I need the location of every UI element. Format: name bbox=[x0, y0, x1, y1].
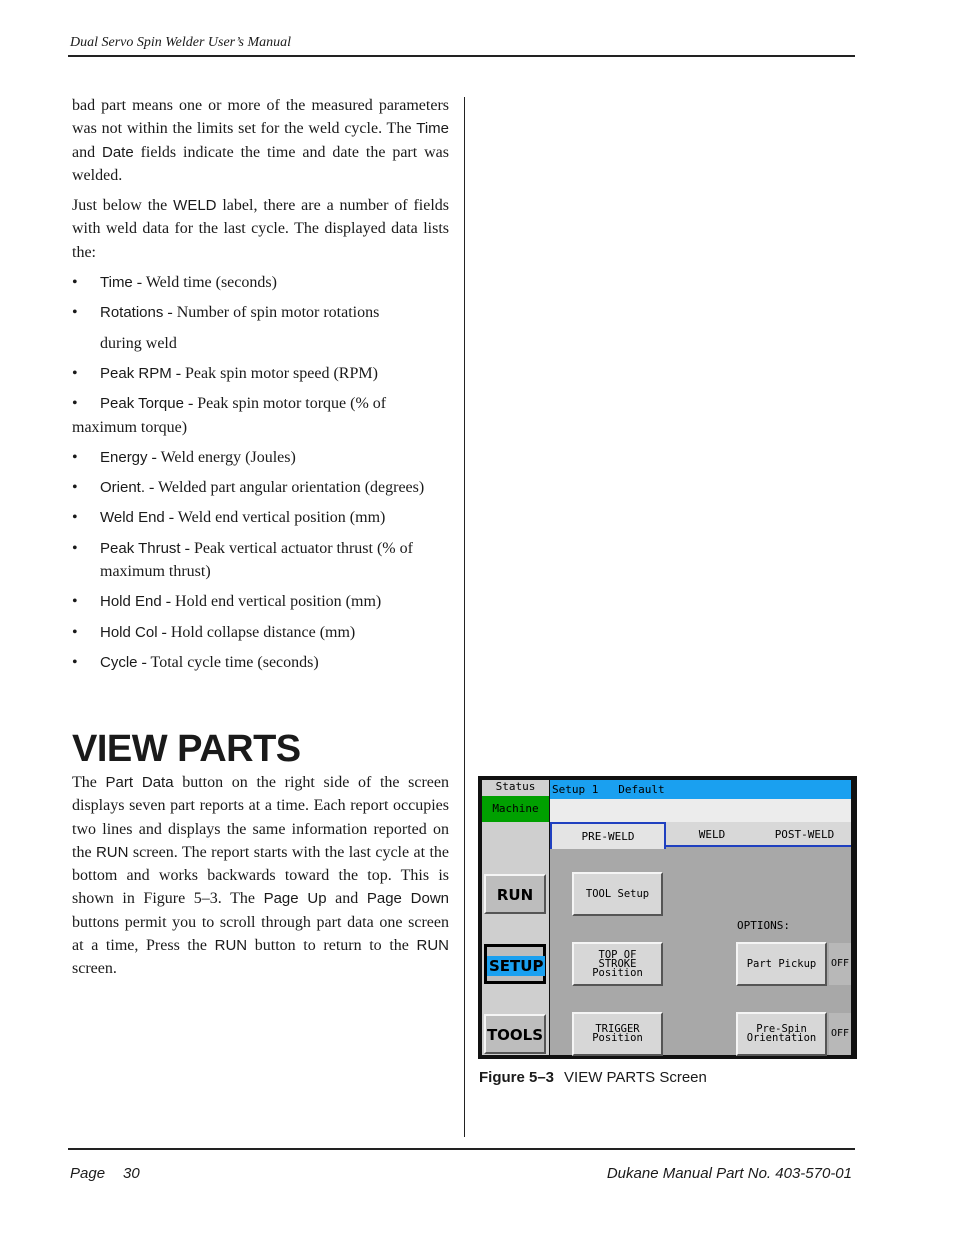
list-item: • Cycle - Total cycle time (seconds) bbox=[72, 653, 319, 671]
list-item: • Weld End - Weld end vertical position (mm) bbox=[72, 509, 386, 527]
running-header: Dual Servo Spin Welder User’s Manual bbox=[70, 35, 292, 50]
part-pickup-status: OFF bbox=[829, 943, 851, 985]
header-rule bbox=[68, 55, 855, 57]
list-item: • Time - Weld time (seconds) bbox=[72, 274, 277, 292]
list-item: • Rotations - Number of spin motor rotations bbox=[72, 304, 380, 322]
figure-caption: Figure 5–3 VIEW PARTS Screen bbox=[479, 1069, 707, 1086]
intro-paragraph-1: bad part means one or more of the measured parameters was not within the limits set for the weld cycle. The Time and Date fields indicate the time and date the part was welded. bbox=[72, 97, 449, 184]
pre-spin-status: OFF bbox=[829, 1013, 851, 1055]
trigger-position-button[interactable]: TRIGGER Position bbox=[572, 1012, 663, 1056]
title-spacer bbox=[550, 799, 851, 822]
pre-spin-orientation-button[interactable]: Pre-Spin Orientation bbox=[736, 1012, 827, 1056]
column-divider bbox=[464, 97, 465, 1137]
list-item: • Hold Col - Hold collapse distance (mm) bbox=[72, 623, 356, 641]
part-pickup-button[interactable]: Part Pickup bbox=[736, 942, 827, 986]
tab-weld[interactable]: WELD bbox=[666, 822, 758, 847]
status-label: Status bbox=[482, 780, 549, 796]
setup-title-bar: Setup 1 Default bbox=[550, 780, 851, 799]
list-item: • Energy - Weld energy (Joules) bbox=[72, 448, 296, 466]
machine-status-indicator: Machine bbox=[482, 796, 549, 822]
footer-rule bbox=[68, 1148, 855, 1150]
tool-setup-button[interactable]: TOOL Setup bbox=[572, 872, 663, 916]
list-item: • Orient. - Welded part angular orientation (degrees) bbox=[72, 479, 425, 497]
section-title: VIEW PARTS bbox=[72, 728, 301, 770]
setup-button[interactable]: SETUP bbox=[484, 944, 546, 984]
tab-pre-weld[interactable]: PRE-WELD bbox=[550, 822, 666, 849]
page-number: Page 30 bbox=[70, 1165, 140, 1182]
section-body bbox=[72, 771, 449, 988]
section-paragraph: The Part Data button on the right side of the screen displays seven part reports at a time. Each report occupies two lines and displays the same information reported on the RUN screen. The report starts with the last cycle at the bottom and works backwards toward the top. This is shown in Figure 5–3. The Page Up and Page Down buttons permit you to scroll through part data one screen at a time, Press the RUN button to return to the RUN screen. bbox=[72, 774, 450, 978]
intro-paragraph-2: Just below the WELD label, there are a number of fields with weld data for the last cycle. The displayed data lists the: bbox=[72, 197, 450, 261]
manual-part-number: Dukane Manual Part No. 403-570-01 bbox=[606, 1165, 852, 1182]
top-of-stroke-button[interactable]: TOP OF STROKE Position bbox=[572, 942, 663, 986]
body-text bbox=[72, 94, 449, 681]
run-button[interactable]: RUN bbox=[484, 874, 546, 914]
tools-button[interactable]: TOOLS bbox=[484, 1014, 546, 1054]
list-item: • Peak Thrust - Peak vertical actuator thrust (% of maximum thrust) bbox=[72, 539, 413, 581]
tab-post-weld[interactable]: POST-WELD bbox=[758, 822, 851, 847]
list-item-continuation: during weld bbox=[100, 334, 177, 352]
list-item: • Peak Torque - Peak spin motor torque (% of maximum torque) bbox=[72, 395, 387, 436]
options-label: OPTIONS: bbox=[737, 919, 790, 932]
list-item: • Hold End - Hold end vertical position (mm) bbox=[72, 593, 382, 611]
view-parts-screen-figure bbox=[478, 776, 857, 1059]
list-item: • Peak RPM - Peak spin motor speed (RPM) bbox=[72, 364, 378, 382]
